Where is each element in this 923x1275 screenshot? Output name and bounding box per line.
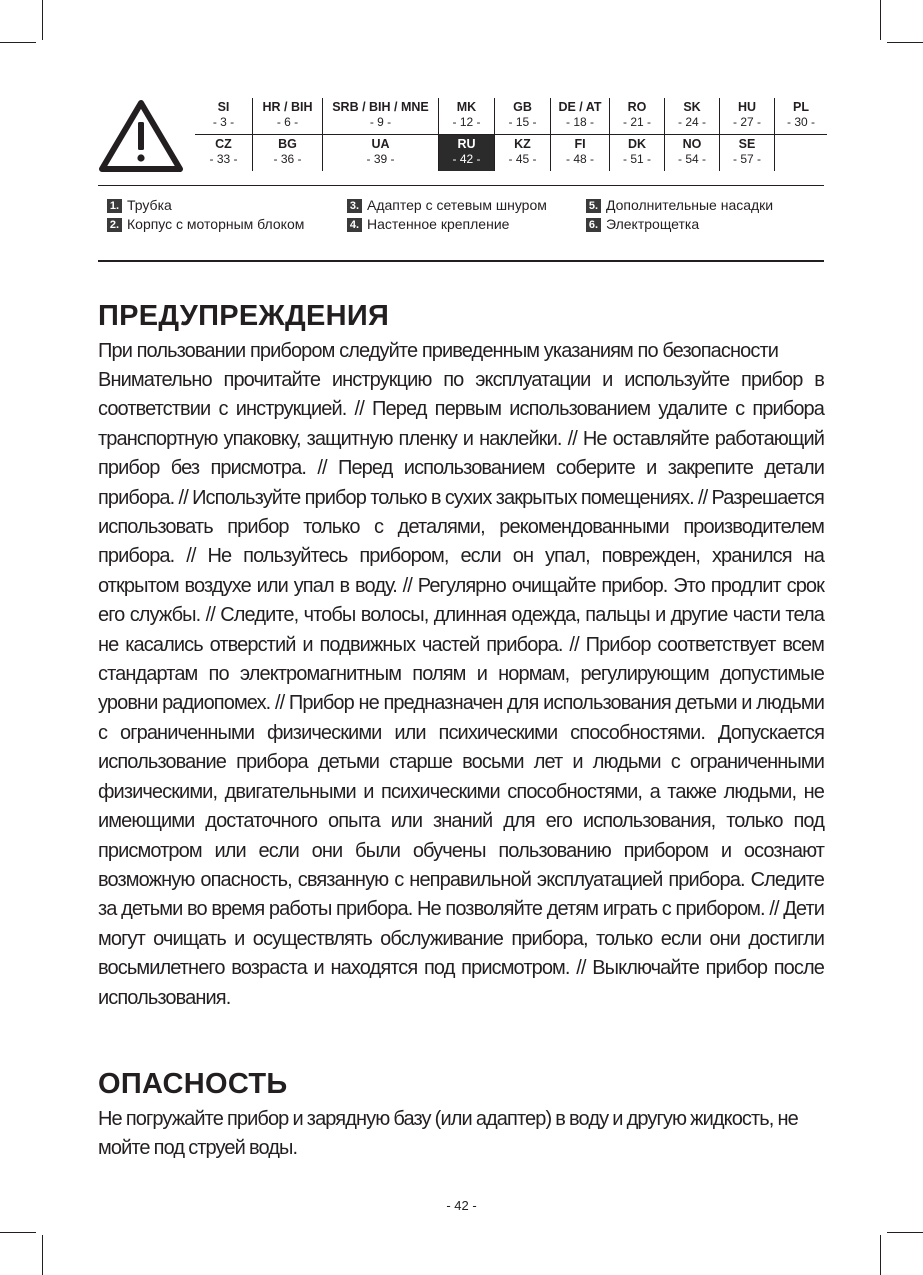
language-cell[interactable]: DK - 51 - <box>610 135 665 172</box>
language-row-2 <box>195 135 827 172</box>
part-item: 2. Корпус с моторным блоком <box>107 215 304 233</box>
part-item: 1. Трубка <box>107 196 172 214</box>
part-item: 5. Дополнительные насадки <box>586 196 773 214</box>
language-cell[interactable]: SE - 57 - <box>720 135 775 172</box>
part-item: 3. Адаптер с сетевым шнуром <box>347 196 547 214</box>
part-item: 6. Электрощетка <box>586 215 699 233</box>
danger-text: Не погружайте прибор и зарядную базу (или адаптер) в воду и другую жидкость, не мойте под струей воды. <box>98 1108 798 1160</box>
language-cell[interactable]: KZ - 45 - <box>495 135 551 172</box>
language-cell[interactable]: SRB / BIH / MNE - 9 - <box>323 98 439 135</box>
divider-bottom <box>98 260 824 262</box>
warning-triangle-icon <box>98 98 184 174</box>
crop-mark <box>42 1235 43 1275</box>
language-cell[interactable]: DE / AT - 18 - <box>551 98 610 135</box>
crop-mark <box>880 1235 881 1275</box>
language-cell[interactable]: PL - 30 - <box>775 98 828 135</box>
warnings-text: Внимательно прочитайте инструкцию по эксплуатации и используйте прибор в соответствии с инструкцией. // Перед первым использованием удалите с прибора транспортную упаковку, защитную пленку и наклейки. // Не оставляйте работающий прибор без присмотра. // Перед использованием соберите и закрепите детали прибора. // Используйте прибор только в сухих закрытых помещениях. // Разрешается использовать прибор только с деталями, рекомендованными производителем прибора. // Не пользуйтесь прибором, если он упал, поврежден, хранился на открытом воздухе или упал в воду. // Регулярно очищайте прибор. Это продлит срок его службы. // Следите, чтобы волосы, длинная одежда, пальцы и другие части тела не касались отверстий и подвижных частей прибора. // Прибор соответствует всем стандартам по электромагнитным полям и нормам, регулирующим допустимые уровни радиопомех. // Прибор не предназначен для использования детьми и людьми с ограниченными физическими или психическими способностями. Допускается использование прибора детьми старше восьми лет и людьми с ограниченными физическими, двигательными и психическими способностями, а также людьми, не имеющими достаточного опыта или знаний для его использования, только под присмотром или если они были обучены пользованию прибором и осознают возможную опасность, связанную с неправильной эксплуатацией прибора. Следите за детьми во время работы прибора. Не позволяйте детям играть с прибором. // Дети могут очищать и осуществлять обслуживание прибора, только если они достигли восьмилетнего возраста и находятся под присмотром. // Выключайте прибор после использования. <box>98 369 824 1009</box>
crop-mark <box>887 42 923 43</box>
language-cell[interactable]: HR / BIH - 6 - <box>253 98 323 135</box>
language-cell[interactable]: GB - 15 - <box>495 98 551 135</box>
language-cell[interactable]: SK - 24 - <box>665 98 720 135</box>
crop-mark <box>880 0 881 40</box>
language-row-1 <box>195 98 827 135</box>
warnings-subtitle: При пользовании прибором следуйте приведенным указаниям по безопасности <box>98 340 778 362</box>
page-number: - 42 - <box>446 1198 477 1213</box>
crop-mark <box>0 1232 36 1233</box>
language-cell[interactable]: MK - 12 - <box>439 98 495 135</box>
language-cell[interactable]: CZ - 33 - <box>209 137 238 166</box>
language-index-table <box>195 98 827 171</box>
language-cell[interactable]: FI - 48 - <box>551 135 610 172</box>
crop-mark <box>0 42 36 43</box>
language-cell[interactable]: BG - 36 - <box>253 135 323 172</box>
language-cell-active[interactable]: RU - 42 - <box>439 135 495 172</box>
danger-heading: ОПАСНОСТЬ <box>98 1068 288 1100</box>
language-cell[interactable]: HU - 27 - <box>720 98 775 135</box>
language-cell[interactable]: NO - 54 - <box>665 135 720 172</box>
language-cell-empty <box>775 135 828 172</box>
crop-mark <box>42 0 43 40</box>
crop-mark <box>887 1232 923 1233</box>
language-cell[interactable]: UA - 39 - <box>323 135 439 172</box>
language-cell[interactable]: SI - 3 - <box>195 98 253 135</box>
divider-top <box>98 185 824 186</box>
warnings-heading: ПРЕДУПРЕЖДЕНИЯ <box>98 300 390 332</box>
language-cell[interactable]: RO - 21 - <box>610 98 665 135</box>
part-item: 4. Настенное крепление <box>347 215 509 233</box>
